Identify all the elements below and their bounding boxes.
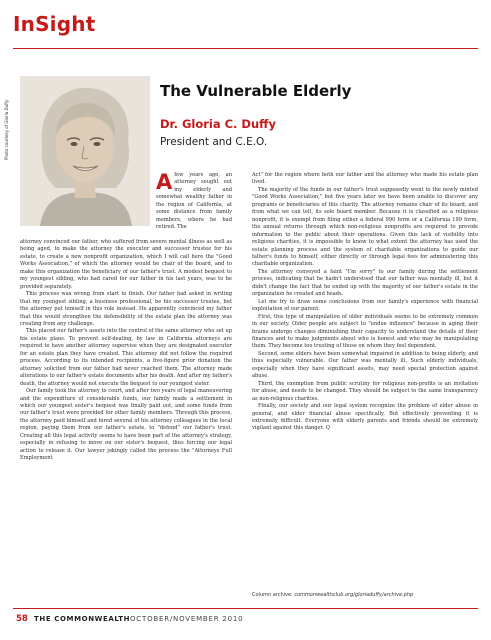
paragraph: First, this type of manipulation of older individuals seems to be extremely common in our society. Older people are subject to "undue influence" because in aging their brains undergo changes diminishing their capacity to understand the details of their finances and to make judgments about who is honest and who may be manipulating them. They become too trusting of those on whom they feel dependent. [252, 313, 478, 350]
article-column-left [20, 239, 232, 463]
author-title: President and C.E.O. [160, 136, 268, 148]
paragraph: The attorney conveyed a faint "I'm sorry" to our family during the settlement process, indicating that he hadn't understood that our father was mentally ill, but it didn't change the fact that he ended up with the majority of our father's estate in the organization he created and heads. [252, 268, 478, 298]
author-photo [20, 76, 150, 226]
opening-text: few years ago, an attorney sought out my elderly and somewhat wealthy father in the region of California, at some distance from family members, where he had retired. The [156, 172, 232, 231]
paragraph: Third, the exemption from public scrutiny for religious non-profits is an invitation for abuse, and needs to be changed. They should be subject to the same transparency as non-religious charities. [252, 380, 478, 402]
page-number: 58 [16, 614, 28, 624]
paragraph: This placed our father's assets into the control of the same attorney who set up his estate plans. To prevent self-dealing, by law in California attorneys are required to have another attorney supervise when they are designated executor for an estate plan they have created. This attorney did not follow the required process. According to its intended recipients, a five-figure prior donation the attorney solicited from our father had never reached them. The attorney made alterations to our father's estate documents after his death. And after my father's death, the attorney would not execute the bequest to our youngest sister. [20, 328, 232, 387]
author-name: Dr. Gloria C. Duffy [160, 117, 276, 131]
paragraph: Our family took the attorney to court, and after two years of legal maneuvering and the expenditure of considerable funds, our family made a settlement in which our youngest sister's bequest was finally paid out, and some funds from our father's trust were provided for other family members. Through this process, the attorney paid himself and hired several of his attorney colleagues in the local region, paying them from our father's estate, to "defend" our father's trust. Creating all this legal activity seems to have been part of the attorney's strategy, especially in refusing to move on our sister's bequest, thus forcing our legal action to release it. Our lawyer jokingly called the process the "Attorneys Full Employment [20, 388, 232, 462]
paragraph: Let me try to draw some conclusions from our family's experience with financial exploitation of our parent. [252, 298, 478, 313]
section-divider [13, 48, 478, 49]
section-title: InSight [13, 12, 96, 36]
paragraph: Finally, our society and our legal system recognize the problem of elder abuse in general, and elder financial abuse specifically. But effectively preventing it is extremely difficult. Everyone with elderly parents and friends should be extremely vigilant against this danger. Q [252, 403, 478, 432]
paragraph: attorney convinced our father, who suffered from severe mental illness as well as being aged, to make the attorney the executor and successor trustee for his estate, to create a new nonprofit organization, which I will call here the "Good Works Association," of which the attorney would be chair of the board, and to make this organization the beneficiary of our father's trust. A modest bequest to my youngest sibling, who had cared for our father in his last years, was to be provided separately. [20, 239, 232, 290]
paragraph: This process was wrong from start to finish. Our father had asked in writing that my youngest sibling, a business professional, be his successor trustee, but the attorney put himself in this role instead. He apparently convinced my father that this would strengthen the defensibility of the estate plan the attorney was creating from any challenge. [20, 291, 232, 327]
article-column-right [252, 172, 478, 433]
article-headline: The Vulnerable Elderly [160, 82, 352, 100]
column-archive [252, 592, 478, 598]
archive-link[interactable]: commonwealthclub.org/gloriaduffy/archive.php [294, 592, 414, 598]
drop-cap: A [156, 170, 173, 194]
footer-divider [13, 608, 478, 609]
paragraph: Act" for the region where both our father and the attorney who made his estate plan lived. [252, 172, 478, 186]
issue-date: OCTOBER/NOVEMBER 2010 [130, 615, 244, 623]
paragraph: The majority of the funds in our father's trust supposedly went to the newly minted "Good Works Association," but five years later we have been unable to discover any programs or beneficiaries of this charity. The attorney remains chair of its board, and from what we can tell, its sole board member. Because it is classified as a religious nonprofit, it is exempt from filing either a federal 990 form or a California 199 form, the annual returns through which non-religious nonprofits are required to provide information to the public about their operations. Given this lack of visibility into religious charities, it is impossible to know to what extent the attorney has used the estate planning process and the system of charitable organizations to guide our father's funds to himself, either directly or through legal fees for administering this charitable organization. [252, 186, 478, 268]
article-opening [156, 172, 232, 232]
paragraph: Second, some elders have been somewhat impaired in addition to being elderly, and thus especially vulnerable. Our father was mentally ill. Such elderly individuals, especially when they have significant assets, may need special protection against abuse. [252, 350, 478, 380]
archive-label: Column archive: [252, 592, 293, 598]
photo-credit: Photo courtesy of Gloria Duffy [4, 99, 9, 160]
publication-name: THE COMMONWEALTH [34, 615, 131, 623]
